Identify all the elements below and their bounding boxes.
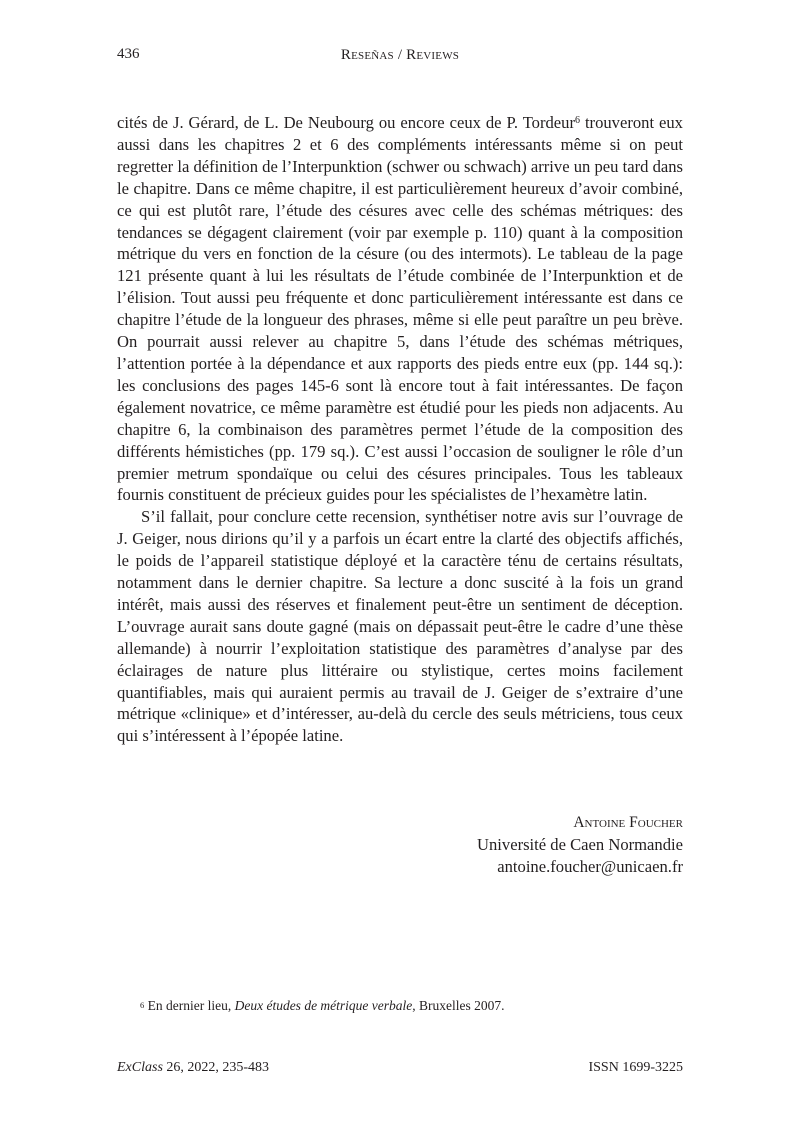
page-footer [117,1060,683,1080]
footnote-title: Deux études de métrique verbale [234,998,413,1013]
signature-block [477,812,683,878]
journal-name: ExClass [117,1060,163,1075]
paragraph-2: S’il fallait, pour conclure cette recension, synthétiser notre avis sur l’ouvrage de J. Geiger, nous dirions qu’il y a parfois un écart entre la clarté des objectifs affichés, le poids de l’appareil statistique déployé et la caractère ténu de certains résultats, notamment dans le dernier chapitre. Sa lecture a donc suscité à la fois un grand intérêt, mais aussi des réserves et finalement peut-être un sentiment de déception. L’ouvrage aurait sans doute gagné (mais on dépassait peut-être le cadre d’une thèse allemande) à nourrir l’exploitation statistique des paramètres d’analyse par des éclairages de nature plus littéraire ou stylistique, certes moins facilement quantifiables, mais qui auraient permis au travail de J. Geiger de s’extraire d’une métrique «clinique» et d’intéresser, au-delà du cercle des seuls métriciens, tous ceux qui s’intéressent à l’épopée latine. [117,507,683,746]
paragraph-1-start: cités de J. Gérard, de L. De Neubourg ou encore ceux de P. Tordeur [117,113,575,132]
footnote-suffix: , Bruxelles 2007. [412,998,505,1013]
footnote [140,997,683,1015]
issn: ISSN 1699-3225 [588,1060,683,1075]
journal-citation [117,1060,269,1076]
paragraph-1-rest: trouveront eux aussi dans les chapitres 2 et 6 des compléments intéressants même si on peut regretter la définition de l’Interpunktion (schwer ou schwach) arrive un peu tard dans le chapitre. Dans ce même chapitre, il est particulièrement heureux d’avoir combiné, ce qui est plutôt rare, l’étude des césures avec celle des schémas métriques: des tendances se dégagent clairement (voir par exemple p. 110) quant à la composition métrique du vers en fonction de la césure (ou des intermots). Le tableau de la page 121 présente quant à lui les résultats de l’étude combinée de l’Interpunktion et de l’élision. Tout aussi peu fréquente et donc particulièrement intéressante est dans ce chapitre l’étude de la longueur des phrases, même si elle peut paraître un peu brève. On pourrait aussi relever au chapitre 5, dans l’étude des schémas métriques, l’attention portée à la dépendance et aux rapports des pieds entre eux (pp. 144 sq.): les conclusions des pages 145-6 sont là encore tout à fait intéressantes. De façon également novatrice, ce même paramètre est étudié pour les pieds non adjacents. Au chapitre 6, la combinaison des paramètres permet l’étude de la composition des différents hémistiches (pp. 179 sq.). C’est aussi l’occasion de souligner le rôle d’un premier metrum spondaïque ou celui des césures principales. Tous les tableaux fournis constituent de précieux guides pour les spécialistes de l’hexamètre latin. [117,113,683,505]
body-text [117,112,683,747]
author-name: Antoine Foucher [573,814,683,831]
section-title: Reseñas / Reviews [340,47,460,63]
page-number: 436 [117,46,140,62]
author-affiliation: Université de Caen Normandie [477,835,683,854]
footnote-reference[interactable]: 6 [574,115,580,126]
journal-volume: 26, 2022, 235-483 [162,1060,270,1075]
footnote-prefix: En dernier lieu, [144,998,235,1013]
author-email[interactable]: antoine.foucher@unicaen.fr [497,857,683,876]
footnote-number: 6 [140,1000,145,1010]
running-head [117,46,683,68]
paragraph-1 [117,112,683,506]
